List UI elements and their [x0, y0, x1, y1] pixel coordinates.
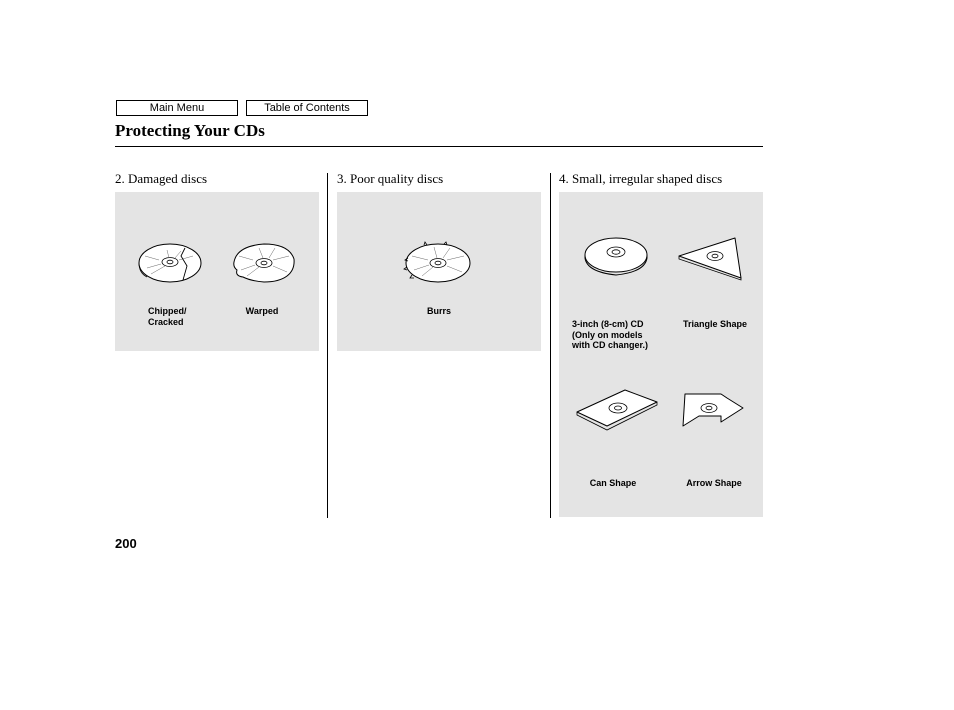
warped-label: Warped	[245, 306, 279, 316]
main-menu-button[interactable]: Main Menu	[116, 100, 238, 116]
heading-poor-quality-discs: 3. Poor quality discs	[337, 171, 444, 186]
chipped-disc-icon	[137, 242, 203, 284]
arrow-shape-label: Arrow Shape	[686, 478, 742, 488]
small-cd-icon	[583, 234, 649, 276]
damaged-discs-panel	[115, 192, 319, 351]
can-shape-label: Can Shape	[589, 478, 637, 488]
heading-damaged-discs: 2. Damaged discs	[115, 171, 208, 186]
column-divider	[327, 173, 328, 518]
poor-quality-discs-panel	[337, 192, 541, 351]
burrs-label: Burrs	[426, 306, 452, 316]
arrow-disc-icon	[681, 392, 749, 428]
burred-disc-icon	[404, 242, 472, 284]
card-disc-icon	[575, 388, 659, 436]
table-of-contents-button[interactable]: Table of Contents	[246, 100, 368, 116]
page-number: 200	[115, 536, 137, 551]
title-divider	[115, 146, 763, 147]
small-cd-label: 3-inch (8-cm) CD (Only on models with CD changer.)	[572, 319, 649, 350]
page-title: Protecting Your CDs	[115, 121, 265, 140]
chipped-cracked-label: Chipped/ Cracked	[148, 306, 187, 327]
column-divider	[550, 173, 551, 518]
triangle-disc-icon	[677, 236, 743, 280]
triangle-shape-label: Triangle Shape	[682, 319, 748, 329]
heading-small-irregular-discs: 4. Small, irregular shaped discs	[559, 171, 723, 186]
irregular-discs-panel	[559, 192, 763, 517]
warped-disc-icon	[231, 242, 297, 284]
